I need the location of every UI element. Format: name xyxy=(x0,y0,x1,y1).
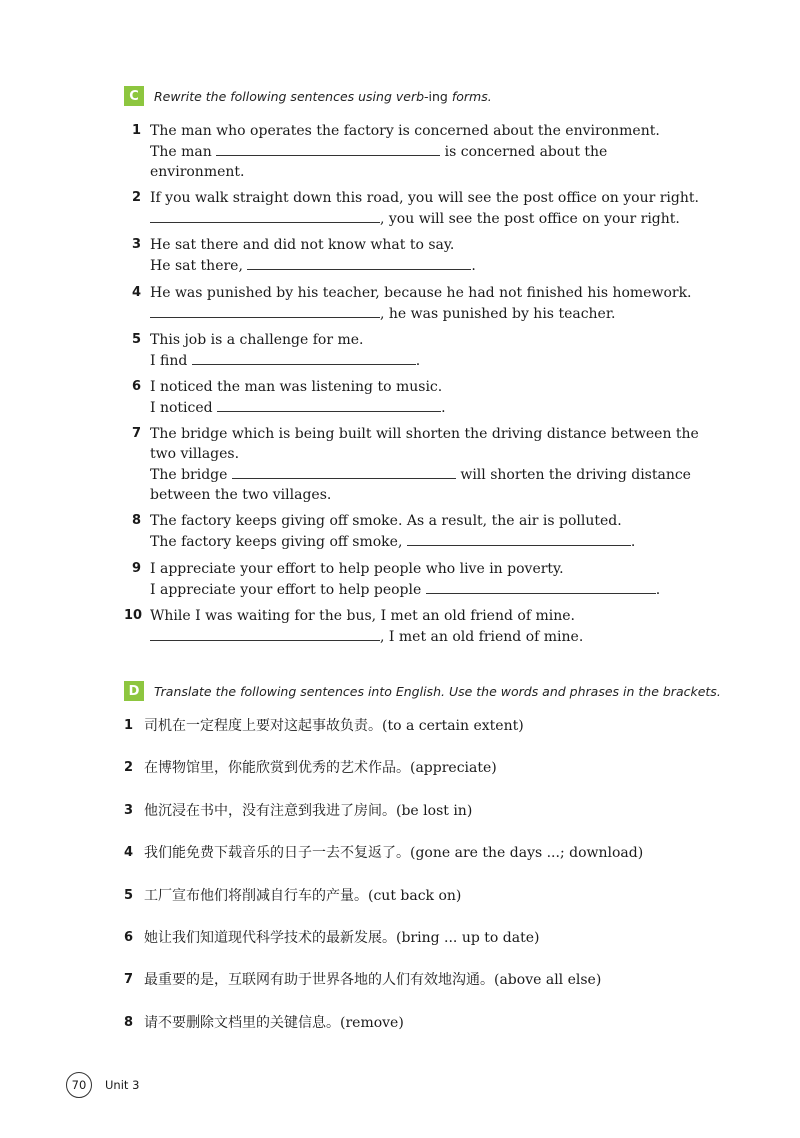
translation-sentence: 司机在一定程度上要对这起事故负责。(to a certain extent) xyxy=(144,718,524,734)
exercise-c-item-3: 3 He sat there and did not know what to say. He sat there, . xyxy=(124,235,684,276)
answer-blank[interactable] xyxy=(150,626,380,641)
original-sentence: The man who operates the factory is concerned about the environment. xyxy=(150,123,660,139)
translation-sentence: 工厂宣布他们将削减自行车的产量。(cut back on) xyxy=(144,888,462,904)
translation-sentence: 最重要的是，互联网有助于世界各地的人们有效地沟通。(above all else) xyxy=(144,972,602,988)
translation-sentence: 我们能免费下载音乐的日子一去不复返了。(gone are the days ...; download) xyxy=(144,845,644,861)
original-sentence: He was punished by his teacher, because he had not finished his homework. xyxy=(150,285,692,301)
section-c-header xyxy=(124,86,492,106)
original-sentence: While I was waiting for the bus, I met an old friend of mine. xyxy=(150,608,575,624)
answer-blank[interactable] xyxy=(407,531,631,546)
exercise-d-item-7: 7 最重要的是，互联网有助于世界各地的人们有效地沟通。(above all else) xyxy=(124,972,602,988)
rewrite-line: , I met an old friend of mine. xyxy=(150,626,684,647)
page-number: 70 xyxy=(66,1072,92,1098)
exercise-c-item-4: 4 He was punished by his teacher, because he had not finished his homework. , he was punished by his teacher. xyxy=(131,285,692,322)
exercise-d-item-1: 1 司机在一定程度上要对这起事故负责。(to a certain extent) xyxy=(124,718,524,734)
page-footer xyxy=(66,1072,139,1098)
translation-sentence: 在博物馆里，你能欣赏到优秀的艺术作品。(appreciate) xyxy=(144,760,497,776)
exercise-c-item-10: 10 While I was waiting for the bus, I met an old friend of mine. , I met an old friend of mine. xyxy=(124,606,684,647)
original-sentence: I appreciate your effort to help people who live in poverty. xyxy=(150,561,564,577)
rewrite-line: He sat there, . xyxy=(150,255,684,276)
exercise-c-item-9: 9 I appreciate your effort to help people who live in poverty. I appreciate your effort to help people . xyxy=(124,559,684,600)
answer-blank[interactable] xyxy=(150,303,380,318)
rewrite-line: The factory keeps giving off smoke, . xyxy=(150,531,684,552)
exercise-c-item-5: 5 This job is a challenge for me. I find . xyxy=(124,330,684,371)
original-sentence: This job is a challenge for me. xyxy=(150,332,364,348)
original-sentence: He sat there and did not know what to say. xyxy=(150,237,455,253)
original-sentence: If you walk straight down this road, you will see the post office on your right. xyxy=(150,190,699,206)
answer-blank[interactable] xyxy=(216,141,440,156)
rewrite-line: I appreciate your effort to help people . xyxy=(150,579,684,600)
translation-sentence: 请不要删除文档里的关键信息。(remove) xyxy=(144,1015,404,1031)
rewrite-line: , you will see the post office on your right. xyxy=(150,208,684,229)
original-sentence: I noticed the man was listening to music. xyxy=(150,379,443,395)
unit-label: Unit 3 xyxy=(105,1078,140,1092)
answer-blank[interactable] xyxy=(247,255,471,270)
answer-blank[interactable] xyxy=(217,397,441,412)
rewrite-line: The man is concerned about the xyxy=(150,141,684,162)
section-c-instruction: Rewrite the following sentences using verb-ing forms. xyxy=(154,88,492,104)
exercise-c-item-8: 8 The factory keeps giving off smoke. As a result, the air is polluted. The factory keeps giving off smoke, . xyxy=(124,511,684,552)
exercise-c-item-7: 7 The bridge which is being built will shorten the driving distance between the two villages. The bridge will shorten the driving distance between the two villages. xyxy=(131,426,699,503)
exercise-d-item-3: 3 他沉浸在书中，没有注意到我进了房间。(be lost in) xyxy=(124,803,473,819)
exercise-d-item-6: 6 她让我们知道现代科学技术的最新发展。(bring ... up to date) xyxy=(124,930,540,946)
rewrite-line: I find . xyxy=(150,350,684,371)
exercise-c-item-6: 6 I noticed the man was listening to music. I noticed . xyxy=(124,377,684,418)
original-sentence: The factory keeps giving off smoke. As a result, the air is polluted. xyxy=(150,513,622,529)
exercise-c-item-1: 1 The man who operates the factory is concerned about the environment. The man is concerned about the environment. xyxy=(124,121,684,182)
section-d-header xyxy=(124,681,721,701)
rewrite-line: I noticed . xyxy=(150,397,684,418)
rewrite-line: , he was punished by his teacher. xyxy=(150,303,684,324)
translation-sentence: 她让我们知道现代科学技术的最新发展。(bring ... up to date) xyxy=(144,930,540,946)
answer-blank[interactable] xyxy=(426,579,656,594)
translation-sentence: 他沉浸在书中，没有注意到我进了房间。(be lost in) xyxy=(144,803,473,819)
exercise-c-item-2: 2 If you walk straight down this road, you will see the post office on your right. , you will see the post office on your right. xyxy=(131,190,699,227)
answer-blank[interactable] xyxy=(150,208,380,223)
answer-blank[interactable] xyxy=(192,350,416,365)
section-d-instruction: Translate the following sentences into English. Use the words and phrases in the brackets. xyxy=(154,683,721,699)
exercise-d-item-4: 4 我们能免费下载音乐的日子一去不复返了。(gone are the days ...; download) xyxy=(124,845,644,861)
section-d-badge: D xyxy=(124,681,144,701)
rewrite-line: The bridge will shorten the driving distance xyxy=(150,464,684,485)
answer-blank[interactable] xyxy=(232,464,456,479)
exercise-d-item-8: 8 请不要删除文档里的关键信息。(remove) xyxy=(124,1015,404,1031)
section-c-badge: C xyxy=(124,86,144,106)
exercise-d-item-2: 2 在博物馆里，你能欣赏到优秀的艺术作品。(appreciate) xyxy=(124,760,497,776)
exercise-d-item-5: 5 工厂宣布他们将削减自行车的产量。(cut back on) xyxy=(124,888,462,904)
original-sentence: The bridge which is being built will shorten the driving distance between the xyxy=(150,426,699,442)
